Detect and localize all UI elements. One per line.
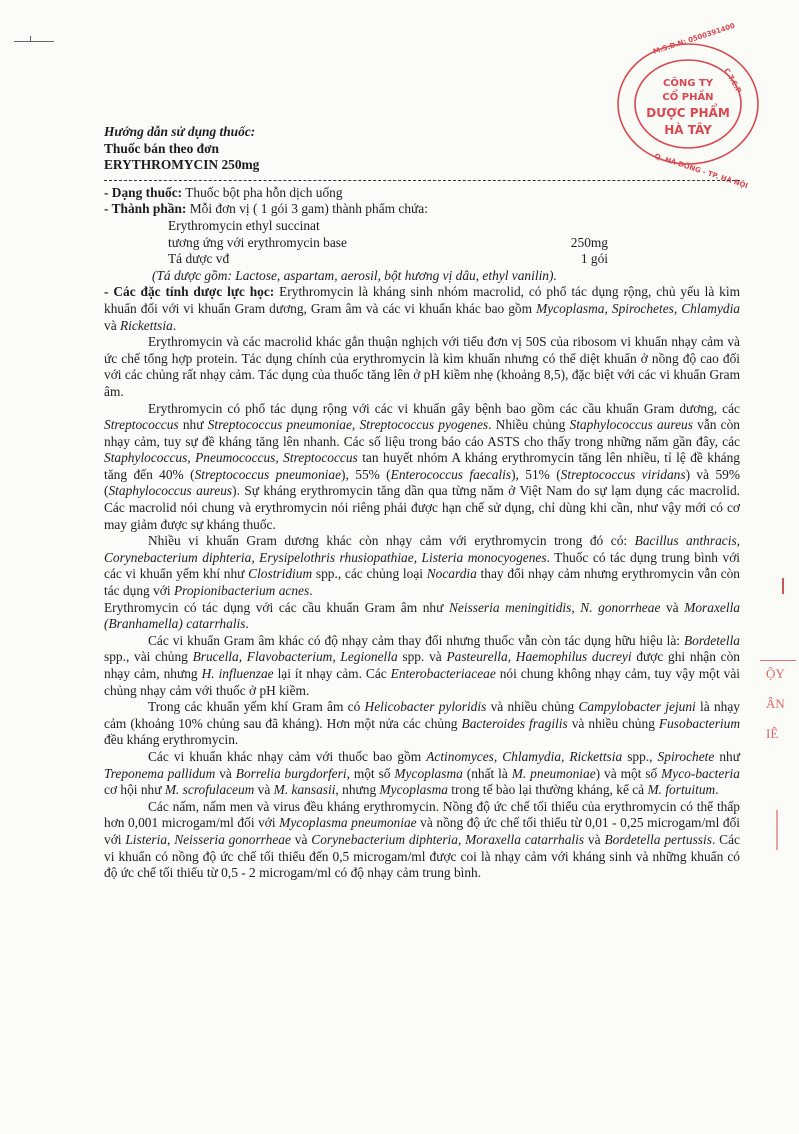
text-run: Bordetella — [683, 632, 740, 648]
edge-text: ÂN — [766, 696, 785, 711]
text-run: Staphylococcus, Pneumococcus, Streptococcus — [104, 450, 358, 466]
scan-mark — [30, 36, 31, 42]
prescription-note: Thuốc bán theo đơn — [104, 140, 219, 156]
pharma-paragraph — [104, 633, 740, 699]
text-run: được ghi nhận còn nhạy cảm, nhưng — [104, 649, 740, 681]
text-run: spp., — [622, 748, 658, 764]
text-run: và nhiều chủng — [567, 715, 659, 731]
text-run: Bordetella pertussis — [604, 831, 712, 847]
pharma-paragraph — [104, 401, 740, 534]
text-run: Streptococcus — [104, 417, 179, 433]
dosage-form — [104, 185, 740, 202]
text-run: Brucella, Flavobacterium, Legionella — [192, 649, 398, 665]
text-run: vẫn còn nhạy cảm, tuy sự đề kháng tăng lên nhanh. Các số liệu trong báo cáo ASTS cho thấy trong những năm gần đây, các — [104, 417, 741, 449]
text-run: Nhiều vi khuẩn Gram dương khác còn nhạy cảm với erythromycin trong đó có: — [148, 533, 635, 549]
scan-mark — [782, 578, 784, 594]
text-run: thay đổi nhạy cảm nhưng erythromycin vẫn còn tác dụng với — [104, 566, 740, 599]
text-run: tương ứng với erythromycin base — [168, 234, 347, 250]
text-run: Mycoplasma — [394, 765, 463, 781]
text-run: Streptococcus pneumoniae, Streptococcus pyogenes — [207, 417, 489, 433]
text-run: Campylobacter jejuni — [578, 699, 696, 715]
text-run: spp., vài chủng — [104, 649, 193, 665]
composition — [104, 201, 740, 218]
text-run: Streptococcus pneumoniae — [194, 466, 342, 482]
text-run: Myco-bacteria — [661, 765, 740, 781]
text-run: Các vi khuẩn khác nhạy cảm với thuốc bao gồm — [148, 748, 427, 764]
text-run: Enterobacteriaceae — [390, 666, 496, 681]
text-run: cơ hội như — [104, 782, 165, 798]
scan-mark — [760, 660, 796, 661]
text-run: và — [584, 831, 605, 847]
pharma-paragraph — [104, 600, 740, 633]
pharma-paragraph — [104, 284, 740, 334]
svg-text:DƯỢC PHẨM: DƯỢC PHẨM — [646, 106, 730, 120]
edge-text: ỘY — [766, 666, 785, 681]
svg-text:M.S.D.N: 0500391400: M.S.D.N: 0500391400 — [652, 21, 737, 56]
text-run: ) và một số — [595, 765, 662, 781]
text-run: Helicobacter pyloridis — [364, 699, 487, 715]
text-run: Tá dược vđ — [168, 251, 230, 267]
svg-text:C.T.C.P: C.T.C.P — [722, 67, 743, 95]
text-run: spp. và — [397, 649, 447, 665]
text-run: và — [290, 831, 312, 847]
edge-text: IÊ — [766, 726, 779, 741]
scan-mark — [776, 810, 778, 850]
text-run: và — [254, 782, 274, 798]
text-run: - Thành phần: — [104, 201, 187, 217]
text-run: H. influenzae — [201, 666, 274, 681]
text-run: . — [715, 782, 719, 798]
text-run: đều kháng erythromycin. — [104, 732, 239, 748]
text-run: . Nhiều chủng — [488, 417, 570, 433]
text-run: . — [245, 616, 249, 632]
text-run: là nhạy cảm (khoảng 10% chủng sau đã kháng). Hơn một nửa các chủng — [104, 699, 741, 731]
text-run: Moraxella (Branhamella) catarrhalis — [104, 599, 740, 632]
text-run: Bacteroides fragilis — [461, 715, 568, 731]
text-run: Enterococcus faecalis — [390, 466, 512, 482]
text-run: . — [172, 317, 177, 333]
pharma-paragraph — [104, 699, 740, 749]
text-run: Các vi khuẩn Gram âm khác có độ nhạy cảm thay đổi nhưng thuốc vẫn còn tác dụng hữu hiệu là: — [148, 632, 684, 648]
text-run: . Thuốc có tác dụng trung bình với các vi khuẩn yếm khí như — [104, 549, 740, 582]
text-run: Spirochete — [657, 748, 715, 764]
text-run: Bacillus anthracis, Corynebacterium diphteria, Erysipelothris rhusiopathiae, Listeria monocyogenes — [104, 533, 740, 565]
text-run: và — [660, 599, 685, 615]
pharma-paragraph: Erythromycin và các macrolid khác gắn thuận nghịch với tiểu đơn vị 50S của ribosom vi khuẩn nhạy cảm và ức chế tổng hợp protein. Tác dụng chính của erythromycin là kìm khuẩn nhưng có thể diệt khuẩn ở nồng độ cao đối với các chủng rất nhạy cảm. Tác dụng của thuốc tăng lên ở pH kiềm nhẹ (khoảng 8,5), đặc biệt với các vi khuẩn Gram âm. — [104, 334, 740, 399]
text-run: Actinomyces, Chlamydia, Rickettsia — [426, 748, 623, 764]
text-run: như — [714, 748, 741, 764]
text-run: 250mg — [570, 234, 608, 250]
leaflet-title: Hướng dẫn sử dụng thuốc: — [104, 124, 256, 139]
text-run: Corynebacterium diphteria, Moraxella catarrhalis — [311, 831, 585, 847]
text-run: Erythromycin là kháng sinh nhóm macrolid, có phổ tác dụng rộng, chủ yếu là kìm khuẩn đối với vi khuẩn Gram dương, Gram âm và các vi khuẩn khác bao gồm — [104, 284, 740, 316]
text-run: . Các vi khuẩn có nồng độ ức chế tối thiểu đến 0,5 microgam/ml được coi là nhạy cảm với kháng sinh và những khuẩn có độ ức chế tối thiểu từ 0,5 - 2 microgam/ml có độ nhạy cảm trung bình. — [104, 831, 740, 881]
text-run: - Các đặc tính dược lực học: — [104, 284, 275, 300]
text-run: (nhất là — [462, 765, 512, 781]
text-run: ). Sự kháng erythromycin tăng dần qua từng năm ở Việt Nam do sự lạm dụng các macrolid. Các macrolid nói chung và erythromycin nói riêng phải được hạn chế sử dụng, chỉ dùng khi cần, như vậy mới có cơ may giảm được sự kháng thuốc. — [104, 483, 740, 532]
scan-mark — [14, 41, 54, 42]
excipients-note: (Tá dược gồm: Lactose, aspartam, aerosil, bột hương vị dâu, ethyl vanilin). — [152, 267, 557, 283]
composition-row — [104, 235, 740, 252]
text-run: lại ít nhạy cảm. Các — [273, 666, 391, 681]
text-run: - Dạng thuốc: — [104, 184, 183, 200]
text-run: ), 55% ( — [341, 466, 391, 482]
composition-row — [104, 251, 740, 268]
text-run: . — [309, 583, 313, 599]
text-run: Erythromycin có tác dụng với các cầu khuẩn Gram âm như — [104, 599, 449, 615]
text-run: Propionibacterium acnes — [173, 583, 310, 599]
text-run: Mycoplasma, Spirochetes, Chlamydia — [536, 300, 741, 316]
svg-text:Q. HÀ ĐÔNG - TP. HÀ NỘI: Q. HÀ ĐÔNG - TP. HÀ NỘI — [653, 152, 749, 191]
text-run: Thuốc bột pha hỗn dịch uống — [182, 184, 343, 200]
text-run: M. pneumoniae — [511, 765, 596, 781]
text-run: trong tế bào lại thường kháng, kể cả — [447, 782, 648, 798]
text-run: như — [178, 417, 208, 433]
text-run: ), 51% ( — [511, 466, 561, 482]
text-run: Streptococcus viridans — [560, 466, 686, 482]
text-run: và nhiều chủng — [486, 699, 579, 715]
separator-line — [104, 180, 740, 181]
svg-text:HÀ TÂY: HÀ TÂY — [664, 123, 712, 137]
svg-text:CỔ PHẦN: CỔ PHẦN — [662, 92, 714, 103]
text-run: Rickettsia — [120, 317, 173, 333]
text-run: ) và 59% ( — [104, 466, 740, 499]
composition-item: Erythromycin ethyl succinat — [168, 217, 320, 233]
text-run: Mycoplasma — [379, 782, 448, 798]
text-run: Mycoplasma pneumoniae — [279, 815, 417, 831]
text-run: Erythromycin có phổ tác dụng rộng với các vi khuẩn gây bệnh bao gồm các cầu khuẩn Gram dương, các — [148, 400, 740, 416]
text-run: Neisseria meningitidis, N. gonorrheae — [448, 599, 661, 615]
text-run: Listeria, Neisseria gonorrheae — [125, 831, 291, 847]
pharma-paragraph — [104, 799, 740, 882]
text-run: M. scrofulaceum — [164, 782, 255, 798]
text-run: Staphylococcus aureus — [108, 483, 233, 499]
text-run: và — [215, 765, 236, 781]
svg-text:CÔNG TY: CÔNG TY — [663, 78, 713, 89]
text-run: , một số — [346, 765, 395, 781]
text-run: Treponema pallidum — [104, 765, 216, 781]
text-run: Nocardia — [426, 566, 477, 582]
text-run: Trong các khuẩn yếm khí Gram âm có — [148, 699, 365, 715]
text-run: và — [104, 317, 120, 333]
pharma-paragraph — [104, 533, 740, 599]
text-run: Pasteurella, Haemophilus ducreyi — [446, 649, 632, 665]
text-run: 1 gói — [580, 251, 608, 267]
text-run: tan huyết nhóm A kháng erythromycin tăng lên nhiều, tỉ lệ đề kháng tăng đến 40% ( — [104, 450, 740, 482]
text-run: Mỗi đơn vị ( 1 gói 3 gam) thành phẩm chứa: — [186, 201, 428, 217]
text-run: M. fortuitum — [647, 782, 716, 798]
text-run: , nhưng — [335, 782, 380, 798]
product-name: ERYTHROMYCIN 250mg — [104, 157, 260, 173]
text-run: spp., các chủng loại — [312, 566, 427, 582]
text-run: Staphylococcus aureus — [569, 417, 693, 433]
pharma-paragraph — [104, 749, 740, 799]
text-run: Fusobacterium — [658, 715, 740, 731]
leaflet-content — [104, 124, 740, 882]
text-run: M. kansasii — [273, 782, 336, 798]
text-run: Clostridium — [248, 566, 313, 582]
text-run: Borrelia burgdorferi — [235, 765, 347, 781]
text-run: và nồng độ ức chế tối thiểu từ 0,01 - 0,25 microgam/ml đối với — [104, 815, 740, 847]
text-run: nói chung không nhạy cảm, tuy vậy một vài chủng nhạy cảm với thuốc ở pH kiềm. — [104, 666, 740, 698]
text-run: Các nấm, nấm men và virus đều kháng erythromycin. Nồng độ ức chế tối thiểu của erythromycin có thể thấp hơn 0,001 microgam/ml đối với — [104, 798, 740, 831]
